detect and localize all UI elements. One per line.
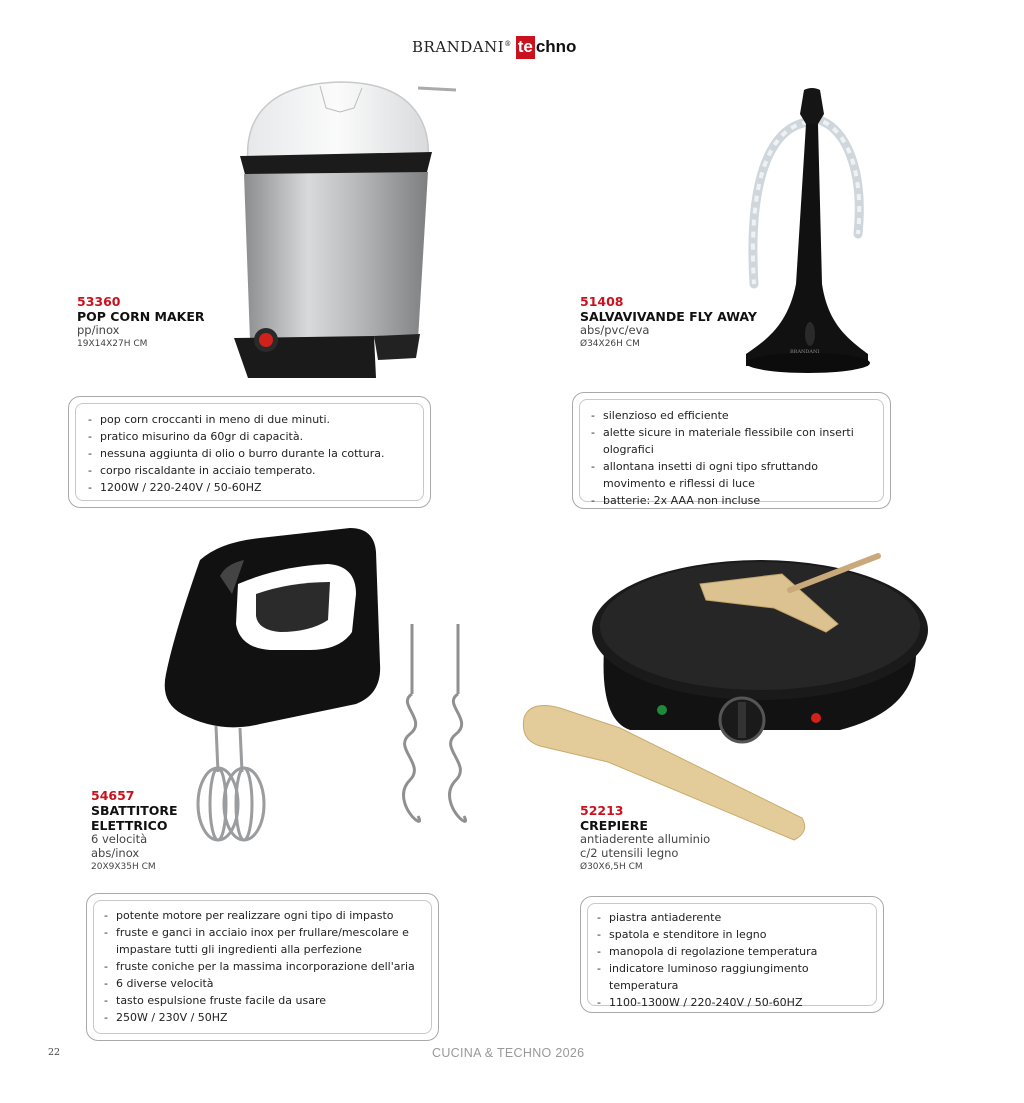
feature-item: - corpo riscaldante in acciaio temperato. — [88, 462, 424, 479]
product-dimensions: 19X14X27H CM — [77, 338, 148, 349]
feature-item: - 1200W / 220-240V / 50-60HZ — [88, 479, 424, 496]
brand-logo — [412, 34, 576, 60]
product-name-line-2: ELETTRICO — [91, 818, 168, 833]
product-code: 53360 — [77, 294, 121, 309]
feature-item: - fruste coniche per la massima incorporazione dell'aria — [104, 958, 430, 975]
product-dimensions: 20X9X35H CM — [91, 861, 156, 872]
page-number: 22 — [48, 1047, 61, 1058]
feature-item: - nessuna aggiunta di olio o burro durante la cottura. — [88, 445, 424, 462]
feature-item: - potente motore per realizzare ogni tipo di impasto — [104, 907, 430, 924]
product-code: 52213 — [580, 803, 624, 818]
product-dimensions: Ø34X26H CM — [580, 338, 640, 349]
product-label-53360 — [77, 294, 205, 350]
techno-logo: te chno — [516, 36, 577, 59]
feature-item: - spatola e stenditore in legno — [597, 926, 879, 943]
feature-item: - 6 diverse velocità — [104, 975, 430, 992]
product-material: antiaderente alluminio — [580, 832, 711, 846]
product-name-line-1: SBATTITORE — [91, 803, 178, 818]
feature-item: - silenzioso ed efficiente — [591, 407, 881, 424]
product-label-52213 — [580, 803, 710, 872]
product-code: 51408 — [580, 294, 624, 309]
feature-item: - allontana insetti di ogni tipo sfruttando movimento e riflessi di luce — [591, 458, 881, 492]
product-logo-text: BRANDANI — [790, 349, 820, 355]
product-material: abs/pvc/eva — [580, 323, 650, 337]
product-material: pp/inox — [77, 323, 120, 337]
product-name: SALVAVIVANDE FLY AWAY — [580, 309, 757, 324]
feature-item: - alette sicure in materiale flessibile con inserti olografici — [591, 424, 881, 458]
features-list-53360 — [88, 411, 424, 496]
fly-away-image — [738, 84, 874, 376]
feature-item: - tasto espulsione fruste facile da usare — [104, 992, 430, 1009]
product-label-54657 — [91, 788, 178, 872]
product-speed: 6 velocità — [91, 832, 148, 846]
features-list-52213 — [597, 909, 879, 1011]
feature-item: - 250W / 230V / 50HZ — [104, 1009, 430, 1026]
product-label-51408 — [580, 294, 757, 350]
feature-item: - piastra antiaderente — [597, 909, 879, 926]
feature-item: - fruste e ganci in acciaio inox per frullare/mescolare e impastare tutti gli ingredienti alla perfezione — [104, 924, 430, 958]
feature-item: - indicatore luminoso raggiungimento temperatura — [597, 960, 879, 994]
feature-item: - pratico misurino da 60gr di capacità. — [88, 428, 424, 445]
feature-item: - manopola di regolazione temperatura — [597, 943, 879, 960]
features-list-54657 — [104, 907, 430, 1026]
brand-name: BRANDANI® — [412, 38, 512, 56]
product-material: abs/inox — [91, 845, 140, 860]
feature-item: - 1100-1300W / 220-240V / 50-60HZ — [597, 994, 879, 1011]
product-name: POP CORN MAKER — [77, 309, 205, 324]
catalog-title: CUCINA & TECHNO 2026 — [432, 1046, 585, 1060]
features-list-51408 — [591, 407, 881, 509]
feature-item: - pop corn croccanti in meno di due minuti. — [88, 411, 424, 428]
product-code: 54657 — [91, 788, 135, 803]
product-dimensions: Ø30X6,5H CM — [580, 861, 643, 872]
popcorn-maker-image — [228, 78, 460, 380]
product-accessories: c/2 utensili legno — [580, 845, 679, 860]
hand-mixer-image — [160, 524, 478, 854]
product-name: CREPIERE — [580, 818, 648, 833]
feature-item: - batterie: 2x AAA non incluse — [591, 492, 881, 509]
